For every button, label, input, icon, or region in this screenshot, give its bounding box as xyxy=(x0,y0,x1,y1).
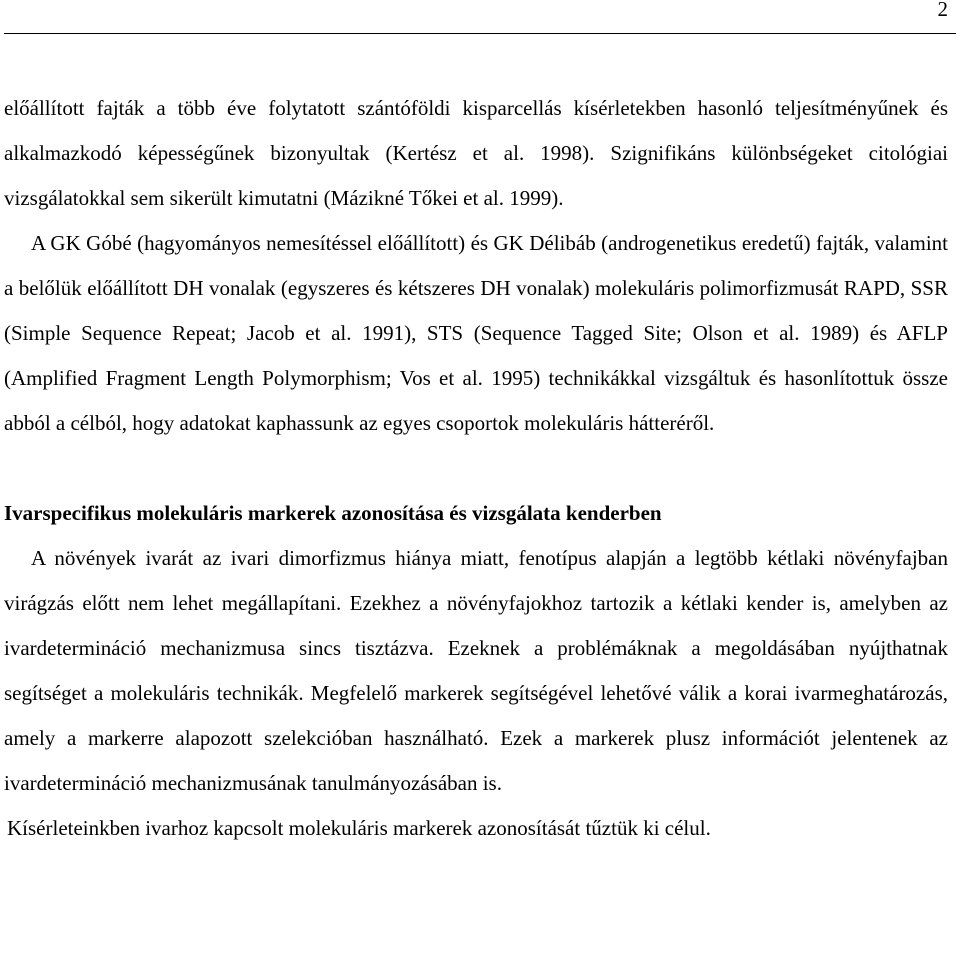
document-body xyxy=(4,86,948,851)
paragraph-sex-determination: A növények ivarát az ivari dimorfizmus hiánya miatt, fenotípus alapján a legtöbb kétlaki növényfajban virágzás előtt nem lehet megállapítani. Ezekhez a növényfajokhoz tartozik a kétlaki kender is, amelyben az ivardetermináció mechanizmusa sincs tisztázva. Ezeknek a problémáknak a megoldásában nyújthatnak segítséget a molekuláris technikák. Megfelelő markerek segítségével lehetővé válik a korai ivarmeghatározás, amely a markerre alapozott szelekcióban használható. Ezek a markerek plusz információt jelentenek az ivardetermináció mechanizmusának tanulmányozásában is. xyxy=(4,546,948,795)
paragraph-markers-comparison: A GK Góbé (hagyományos nemesítéssel előállított) és GK Délibáb (androgenetikus eredetű) fajták, valamint a belőlük előállított DH vonalak (egyszeres és kétszeres DH vonalak) molekuláris polimorfizmusát RAPD, SSR (Simple Sequence Repeat; Jacob et al. 1991), STS (Sequence Tagged Site; Olson et al. 1989) és AFLP (Amplified Fragment Length Polymorphism; Vos et al. 1995) technikákkal vizsgáltuk és hasonlítottuk össze abból a célból, hogy adatokat kaphassunk az egyes csoportok molekuláris hátteréről. xyxy=(4,231,948,435)
header-rule xyxy=(4,33,956,34)
paragraph-continuation: előállított fajták a több éve folytatott szántóföldi kisparcellás kísérletekben hasonló teljesítményűnek és alkalmazkodó képességűnek bizonyultak (Kertész et al. 1998). Szignifikáns különbségeket citológiai vizsgálatokkal sem sikerült kimutatni (Mázikné Tőkei et al. 1999). xyxy=(4,96,948,210)
section-spacer xyxy=(4,446,948,491)
section-heading: Ivarspecifikus molekuláris markerek azonosítása és vizsgálata kenderben xyxy=(4,501,662,525)
paragraph-closing: Kísérleteinkben ivarhoz kapcsolt molekuláris markerek azonosítását tűztük ki célul. xyxy=(7,816,711,840)
page-number: 2 xyxy=(937,0,948,21)
